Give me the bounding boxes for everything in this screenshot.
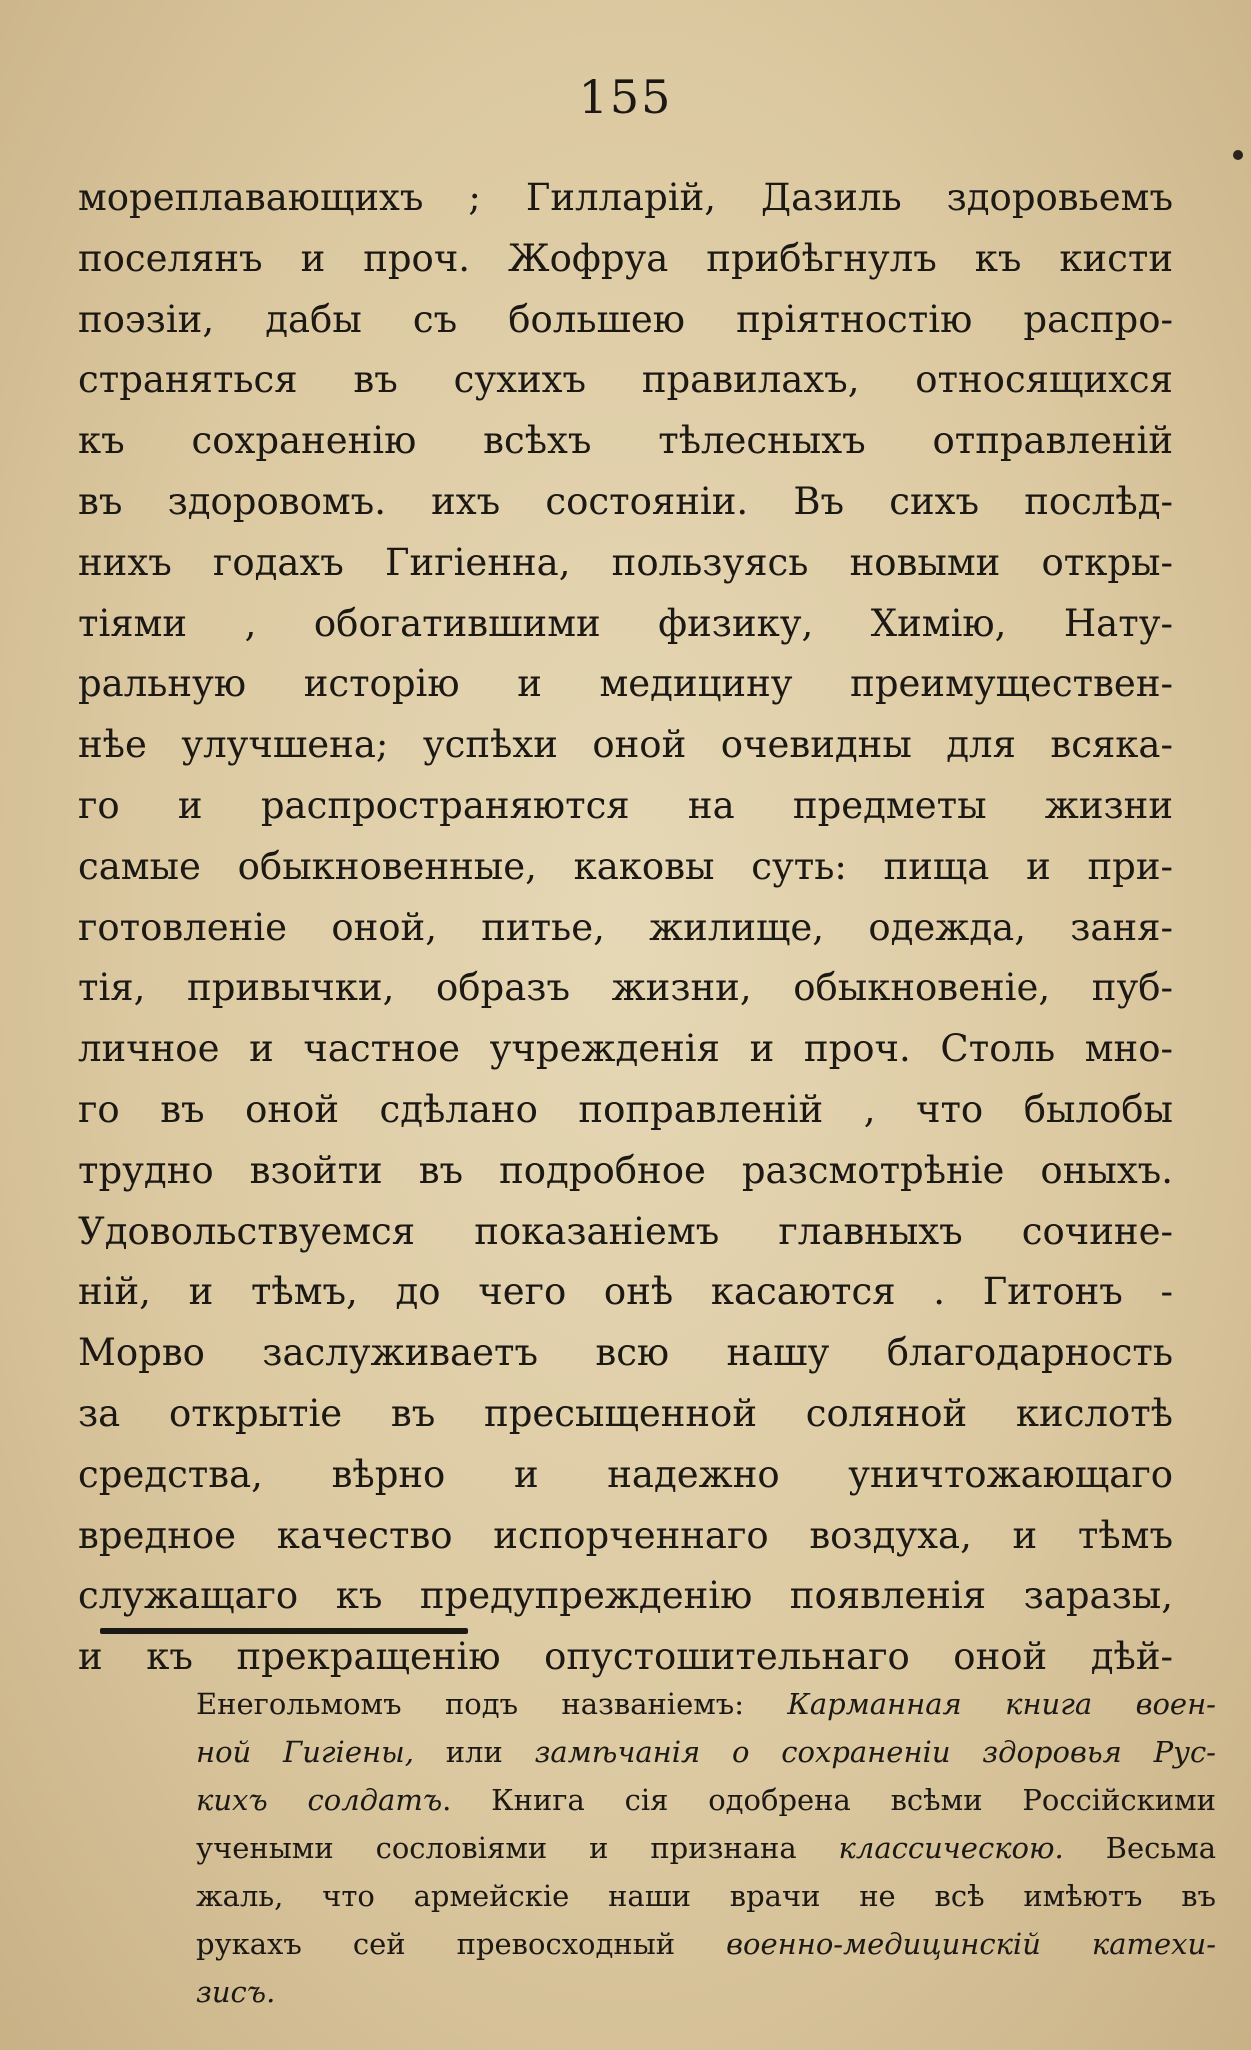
body-text — [78, 168, 1173, 1688]
text-line: го и распространяются на предметы жизни — [78, 783, 1173, 827]
footnote — [196, 1680, 1216, 2016]
text-line: Удовольствуемся показаніемъ главныхъ сочине- — [78, 1209, 1173, 1253]
footnote-text: Енегольмомъ подъ названіемъ: — [196, 1687, 788, 1721]
text-line: вредное качество испорченнаго воздуха, и тѣмъ — [78, 1513, 1173, 1557]
text-line: служащаго къ предупрежденію появленія заразы, — [78, 1574, 1173, 1618]
text-line: въ здоровомъ. ихъ состояніи. Въ сихъ послѣд- — [78, 479, 1173, 523]
text-line: самые обыкновенные, каковы суть: пища и при- — [78, 844, 1173, 888]
text-line: тіями , обогатившими физику, Химію, Нату- — [78, 601, 1173, 645]
footnote-line — [196, 1824, 1216, 1872]
footnote-text: рукахъ сей превосходный — [196, 1927, 727, 1961]
text-line: личное и частное учрежденія и проч. Столь мно- — [78, 1027, 1173, 1071]
emphasis-italic: военно-медицинскій катехи- — [726, 1927, 1216, 1961]
emphasis-italic: классическою. — [838, 1831, 1064, 1865]
footnote-rule — [100, 1628, 468, 1634]
ink-speck — [1233, 150, 1243, 160]
text-line: за открытіе въ пресыщенной соляной кислотѣ — [78, 1391, 1173, 1435]
book-title-italic: кихъ солдатъ — [196, 1783, 443, 1817]
text-line: страняться въ сухихъ правилахъ, относящихся — [78, 358, 1173, 402]
footnote-line: зисъ. — [196, 1975, 276, 2009]
footnote-line — [196, 1728, 1216, 1776]
text-line: трудно взойти въ подробное разсмотрѣніе оныхъ. — [78, 1148, 1173, 1192]
footnote-text: . Книга сія одобрена всѣми Россійскими — [442, 1783, 1216, 1817]
text-line: тія, привычки, образъ жизни, обыкновеніе, пуб- — [78, 966, 1173, 1010]
text-line: нѣе улучшена; успѣхи оной очевидны для всяка- — [78, 723, 1173, 767]
text-line: го въ оной сдѣлано поправленій , что былобы — [78, 1087, 1173, 1131]
footnote-text: или — [413, 1735, 535, 1769]
footnote-line — [196, 1920, 1216, 1968]
text-line: ральную исторію и медицину преимуществен- — [78, 662, 1173, 706]
text-line: готовленіе оной, питье, жилище, одежда, заня- — [78, 905, 1173, 949]
book-title-italic: ной Гигіены, — [196, 1735, 414, 1769]
footnote-line — [196, 1776, 1216, 1824]
text-line: Морво заслуживаетъ всю нашу благодарность — [78, 1331, 1173, 1375]
page-number: 155 — [578, 70, 673, 124]
text-line: ній, и тѣмъ, до чего онѣ касаются . Гитонъ - — [78, 1270, 1173, 1314]
text-line: къ сохраненію всѣхъ тѣлесныхъ отправленій — [78, 419, 1173, 463]
book-title-italic: Карманная книга воен- — [787, 1687, 1216, 1721]
text-line: и къ прекращенію опустошительнаго оной дѣй- — [78, 1635, 1173, 1679]
footnote-line: жаль, что армейскіе наши врачи не всѣ имѣютъ въ — [196, 1879, 1216, 1913]
footnote-line — [196, 1680, 1216, 1728]
footnote-text: учеными сословіями и признана — [196, 1831, 839, 1865]
book-title-italic: замѣчанія о сохраненіи здоровья Рус- — [534, 1735, 1216, 1769]
text-line: поселянъ и проч. Жофруа прибѣгнулъ къ кисти — [78, 236, 1173, 280]
text-line: поэзіи, дабы съ большею пріятностію распро- — [78, 297, 1173, 341]
text-line: мореплавающихъ ; Гилларій, Дазиль здоровьемъ — [78, 176, 1173, 219]
text-line: средства, вѣрно и надежно уничтожающаго — [78, 1452, 1173, 1496]
text-line: нихъ годахъ Гигіенна, пользуясь новыми откры- — [78, 540, 1173, 584]
footnote-text: Весьма — [1063, 1831, 1216, 1865]
